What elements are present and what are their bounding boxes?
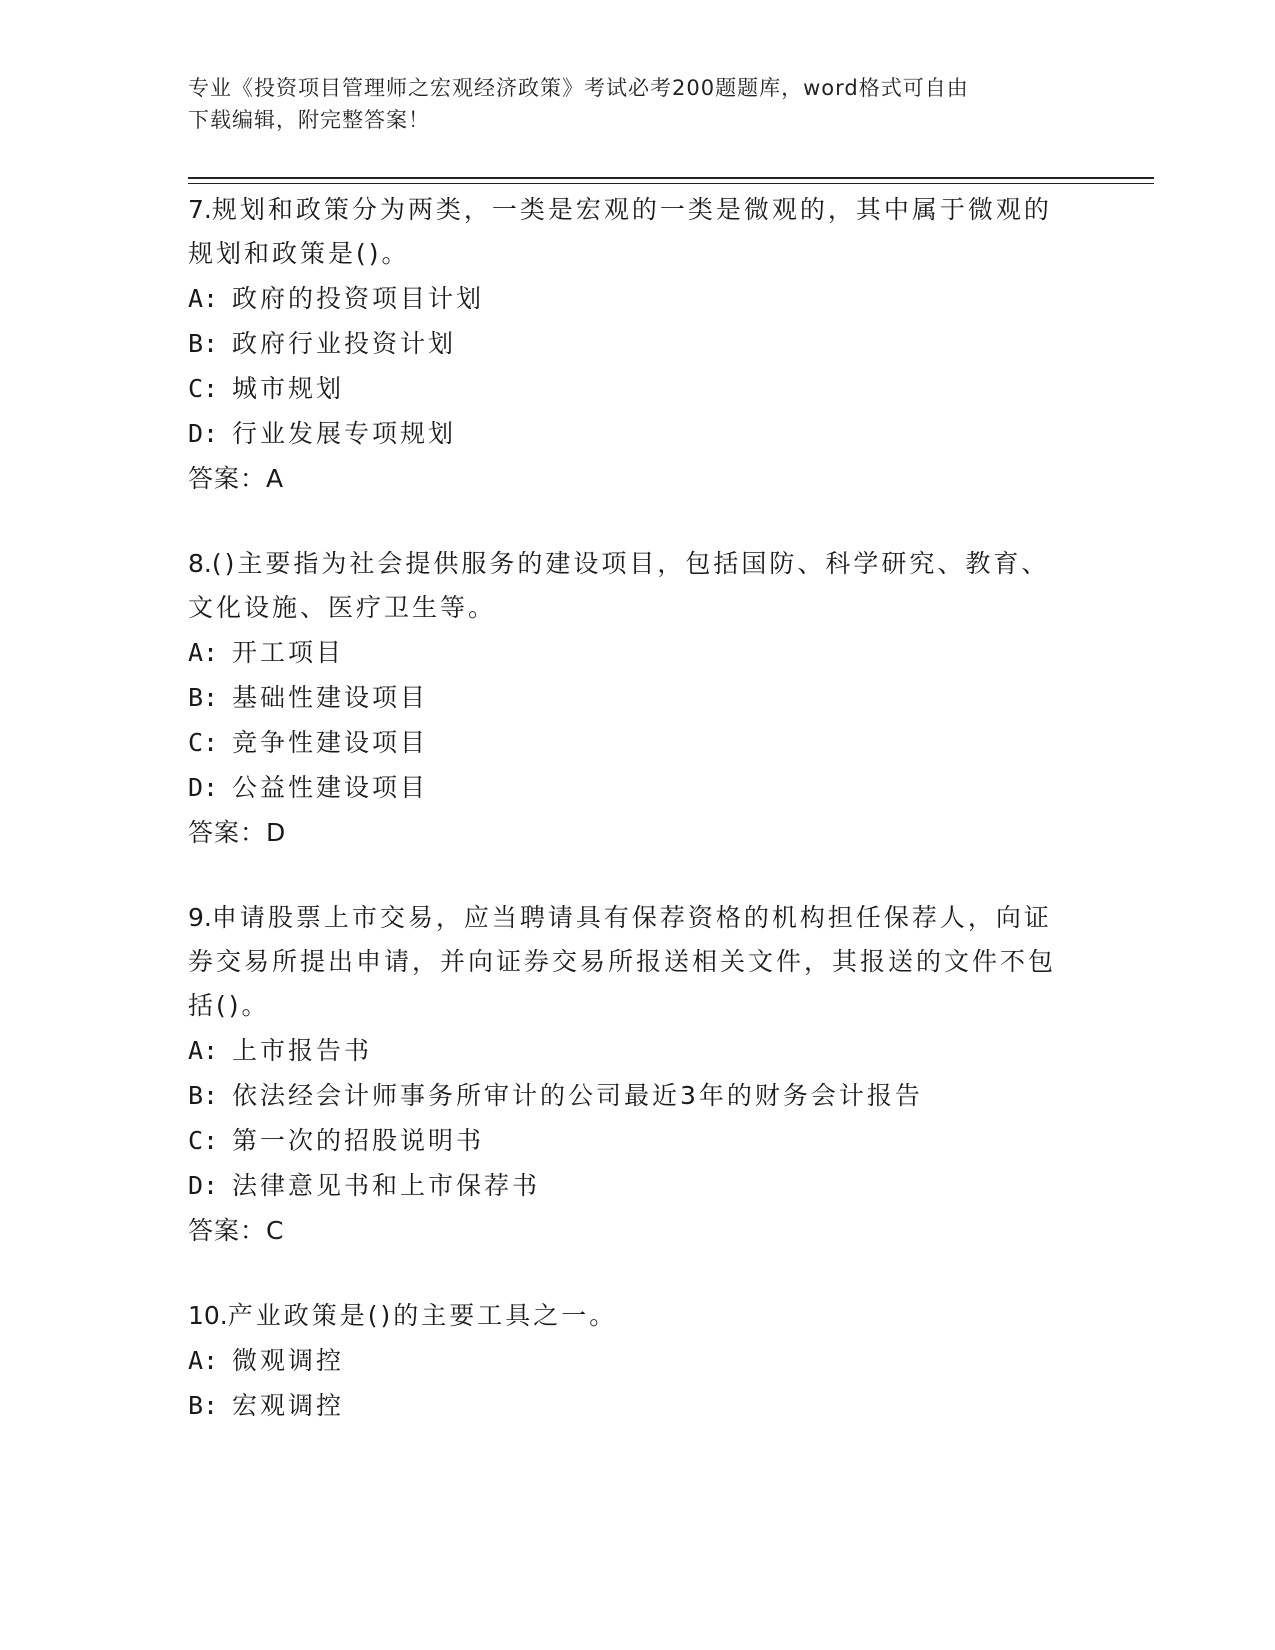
option-text: 微观调控 [232, 1346, 345, 1375]
question-text [188, 1294, 1068, 1338]
header-line-1: 专业《投资项目管理师之宏观经济政策》考试必考200题题库，word格式可自由 [188, 76, 969, 100]
option-text: 公益性建设项目 [232, 773, 429, 802]
answer-value: C [266, 1216, 285, 1245]
option-b [188, 1073, 1068, 1118]
option-letter: B: [188, 329, 219, 358]
option-text: 宏观调控 [232, 1391, 345, 1420]
option-text: 上市报告书 [232, 1036, 373, 1065]
option-d [188, 765, 1068, 810]
option-letter: A: [188, 638, 219, 667]
option-text: 法律意见书和上市保荐书 [232, 1171, 541, 1200]
question-number: 9. [188, 903, 212, 932]
header-rule-thin [188, 183, 1154, 184]
option-letter: A: [188, 1036, 219, 1065]
question-text [188, 188, 1068, 276]
option-letter: C: [188, 728, 219, 757]
option-letter: D: [188, 773, 219, 802]
option-letter: B: [188, 683, 219, 712]
option-b [188, 675, 1068, 720]
question-body: ()主要指为社会提供服务的建设项目，包括国防、科学研究、教育、文化设施、医疗卫生等。 [188, 549, 1050, 622]
option-text: 竞争性建设项目 [232, 728, 429, 757]
question-list [188, 188, 1068, 1468]
question-9 [188, 896, 1068, 1254]
option-a [188, 1028, 1068, 1073]
answer-line [188, 1208, 1068, 1254]
question-text [188, 896, 1068, 1028]
question-number: 7. [188, 195, 212, 224]
question-body: 产业政策是()的主要工具之一。 [227, 1301, 618, 1330]
option-a [188, 630, 1068, 675]
option-a [188, 1338, 1068, 1383]
answer-line [188, 810, 1068, 856]
option-letter: C: [188, 1126, 219, 1155]
answer-line [188, 456, 1068, 502]
option-text: 政府的投资项目计划 [232, 284, 485, 313]
answer-label: 答案： [188, 818, 267, 847]
option-b [188, 1383, 1068, 1428]
option-letter: A: [188, 284, 219, 313]
option-letter: D: [188, 419, 219, 448]
answer-value: D [266, 818, 287, 847]
option-letter: C: [188, 374, 219, 403]
option-d [188, 411, 1068, 456]
question-number: 8. [188, 549, 212, 578]
option-c [188, 1118, 1068, 1163]
answer-value: A [266, 464, 285, 493]
question-body: 规划和政策分为两类，一类是宏观的一类是微观的，其中属于微观的规划和政策是()。 [188, 195, 1052, 268]
option-text: 政府行业投资计划 [232, 329, 457, 358]
question-7 [188, 188, 1068, 502]
question-body: 申请股票上市交易，应当聘请具有保荐资格的机构担任保荐人，向证券交易所提出申请，并向证券交易所报送相关文件，其报送的文件不包括()。 [188, 903, 1057, 1020]
option-text: 依法经会计师事务所审计的公司最近3年的财务会计报告 [232, 1081, 923, 1110]
option-text: 行业发展专项规划 [232, 419, 457, 448]
question-10 [188, 1294, 1068, 1428]
option-letter: B: [188, 1081, 219, 1110]
question-8 [188, 542, 1068, 856]
option-a [188, 276, 1068, 321]
answer-label: 答案： [188, 1216, 267, 1245]
option-b [188, 321, 1068, 366]
answer-label: 答案： [188, 464, 267, 493]
option-c [188, 720, 1068, 765]
option-text: 开工项目 [232, 638, 345, 667]
option-c [188, 366, 1068, 411]
option-d [188, 1163, 1068, 1208]
header-line-2: 下载编辑，附完整答案！ [188, 108, 430, 132]
option-text: 第一次的招股说明书 [232, 1126, 485, 1155]
option-letter: A: [188, 1346, 219, 1375]
option-letter: D: [188, 1171, 219, 1200]
question-number: 10. [188, 1301, 228, 1330]
option-text: 城市规划 [232, 374, 345, 403]
option-text: 基础性建设项目 [232, 683, 429, 712]
document-header [188, 72, 1078, 136]
question-text [188, 542, 1068, 630]
option-letter: B: [188, 1391, 219, 1420]
header-rule-thick [188, 177, 1154, 179]
